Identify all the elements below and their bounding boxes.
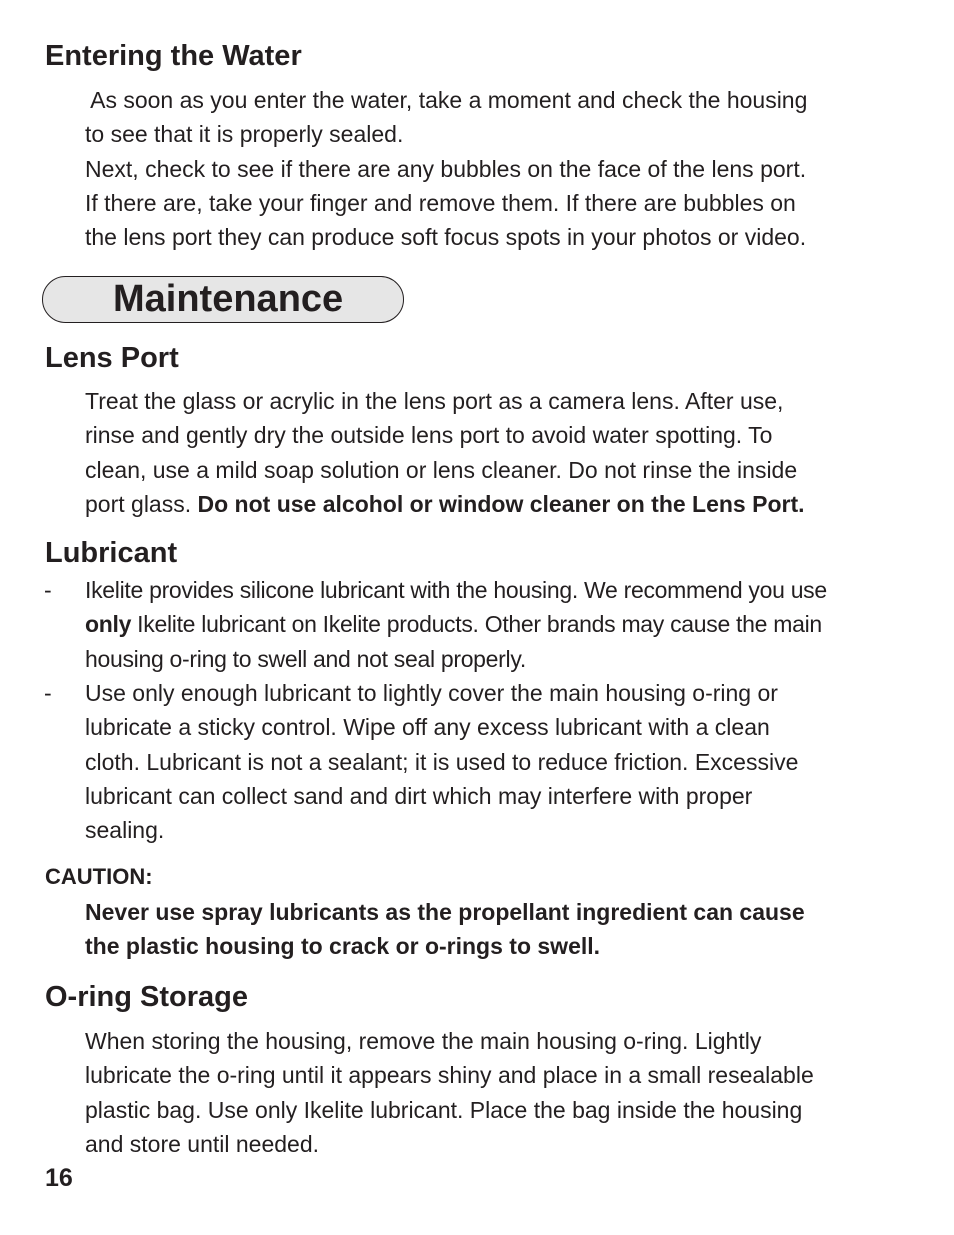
text-line: As soon as you enter the water, take a moment and check the housing [85, 87, 808, 113]
text-line: clean, use a mild soap solution or lens cleaner. Do not rinse the inside [85, 456, 798, 483]
lubricant-item-2 [85, 676, 895, 847]
text-line: lubricant can collect sand and dirt which may interfere with proper [85, 782, 753, 809]
lens-port-paragraph [85, 384, 895, 521]
text-fragment: Ikelite lubricant on Ikelite products. Other brands may cause the main [131, 611, 822, 638]
bullet-dash: - [44, 680, 52, 706]
page-number: 16 [45, 1164, 73, 1192]
text-line: Never use spray lubricants as the propellant ingredient can cause [85, 899, 805, 925]
only-emphasis: only [85, 611, 132, 638]
entering-paragraph [85, 83, 895, 254]
caution-label: CAUTION: [45, 864, 153, 889]
text-line: lubricate the o-ring until it appears shiny and place in a small resealable [85, 1062, 814, 1089]
heading-lens-port: Lens Port [45, 342, 179, 374]
text-fragment: port glass. [85, 490, 198, 517]
text-line: Next, check to see if there are any bubbles on the face of the lens port. [85, 155, 807, 182]
text-line [85, 607, 895, 641]
text-line: housing o-ring to swell and not seal properly. [85, 645, 526, 672]
heading-lubricant: Lubricant [45, 537, 178, 569]
text-line: plastic bag. Use only Ikelite lubricant. Place the bag inside the housing [85, 1096, 803, 1123]
text-line: the plastic housing to crack or o-rings to swell. [85, 933, 601, 960]
text-line: Use only enough lubricant to lightly cover the main housing o-ring or [85, 680, 778, 706]
lens-port-warning: Do not use alcohol or window cleaner on the Lens Port. [197, 490, 805, 517]
maintenance-banner [42, 276, 404, 323]
text-line: and store until needed. [85, 1130, 320, 1157]
text-line: rinse and gently dry the outside lens port to avoid water spotting. To [85, 422, 773, 449]
oring-paragraph [85, 1024, 895, 1161]
heading-oring-storage: O-ring Storage [45, 981, 249, 1013]
maintenance-title: Maintenance [113, 278, 344, 320]
bullet-dash: - [44, 577, 52, 603]
text-line: If there are, take your finger and remove them. If there are bubbles on [85, 189, 796, 216]
text-line: sealing. [85, 817, 165, 844]
text-line [85, 487, 895, 521]
lubricant-item-1 [85, 573, 895, 676]
text-line: cloth. Lubricant is not a sealant; it is used to reduce friction. Excessive [85, 748, 799, 775]
text-line: Ikelite provides silicone lubricant with the housing. We recommend you use [85, 577, 827, 603]
caution-text [85, 895, 895, 964]
text-line: When storing the housing, remove the main housing o-ring. Lightly [85, 1028, 762, 1054]
text-line: to see that it is properly sealed. [85, 121, 404, 148]
heading-entering-the-water: Entering the Water [45, 40, 302, 72]
text-line: Treat the glass or acrylic in the lens port as a camera lens. After use, [85, 388, 784, 414]
text-line: lubricate a sticky control. Wipe off any excess lubricant with a clean [85, 714, 770, 741]
text-line: the lens port they can produce soft focus spots in your photos or video. [85, 224, 807, 251]
